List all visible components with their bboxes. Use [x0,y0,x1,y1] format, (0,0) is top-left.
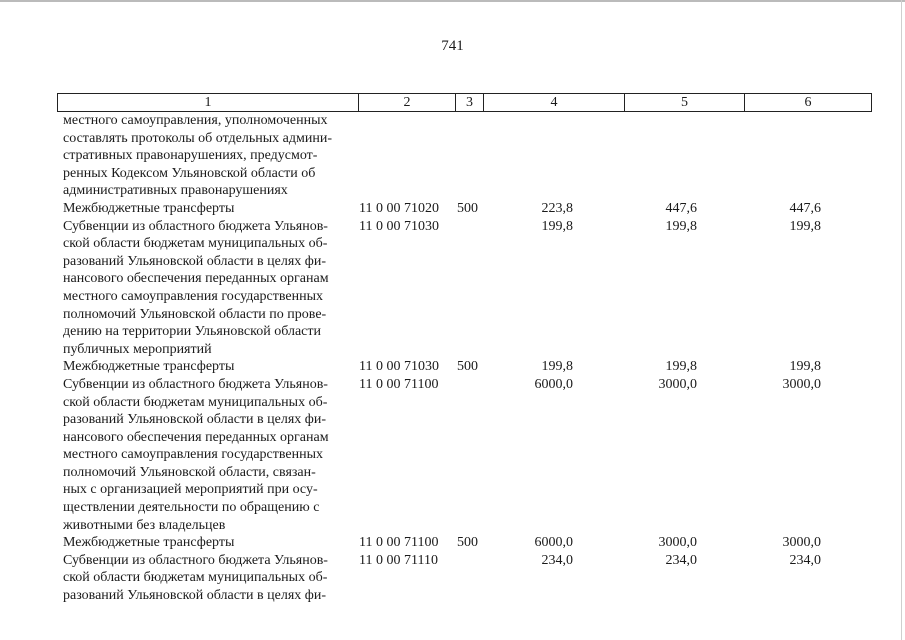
row-name-line: ренных Кодексом Ульяновской области об [63,165,316,181]
row-name-line: нансового обеспечения переданных органам [63,271,329,287]
row-value-col5: 3000,0 [658,376,697,392]
row-name-line: Субвенции из областного бюджета Ульянов- [63,552,328,568]
header-col-2: 2 [359,94,456,111]
row-name-line: Субвенции из областного бюджета Ульянов- [63,218,328,234]
row-value-col5: 234,0 [665,552,697,568]
table-row [63,112,883,200]
row-name-line: Межбюджетные трансферты [63,200,235,216]
row-value-col6: 447,6 [789,200,821,216]
row-value-col4: 223,8 [541,200,573,216]
header-col-4: 4 [484,94,625,111]
row-name [63,552,355,605]
row-value-col6: 234,0 [789,552,821,568]
table-row [63,218,883,359]
page-number: 741 [441,38,464,54]
row-name-line: ской области бюджетам муниципальных об- [63,236,328,252]
row-name-line: животными без владельцев [63,517,226,533]
row-name [63,218,355,359]
row-code: 11 0 00 71110 [359,552,438,568]
row-name-line: местного самоуправления государственных [63,447,324,463]
row-name-line: Субвенции из областного бюджета Ульянов- [63,376,328,392]
row-code: 11 0 00 71030 [359,218,439,234]
scan-edge-top [0,0,905,2]
row-name-line: местного самоуправления государственных [63,288,324,304]
row-code [355,112,457,200]
row-name-line: административных правонарушениях [63,183,288,199]
row-name-line: Межбюджетные трансферты [63,359,235,375]
row-name [63,112,355,200]
row-name-line: разований Ульяновской области в целях фи- [63,588,327,604]
row-value-col6: 199,8 [789,359,821,375]
row-name-line: ской области бюджетам муниципальных об- [63,394,328,410]
row-value-col5: 199,8 [665,359,697,375]
row-expense-type: 500 [457,200,478,216]
header-col-6: 6 [804,95,812,110]
row-value-col4: 234,0 [541,552,573,568]
table-body [63,112,883,605]
row-code: 11 0 00 71020 [359,200,439,216]
row-name-line: ществлении деятельности по обращению с [63,500,320,516]
row-name [63,534,355,552]
row-name-line: местного самоуправления, уполномоченных [63,113,328,128]
row-expense-type: 500 [457,359,478,375]
row-value-col5 [573,112,697,200]
table-row [63,534,883,552]
row-name-line: Межбюджетные трансферты [63,535,235,551]
row-value-col6: 3000,0 [782,535,821,551]
row-name-line: нансового обеспечения переданных органам [63,429,329,445]
header-col-3: 3 [456,94,484,111]
row-expense-type: 500 [457,535,478,551]
table-row [63,200,883,218]
row-name-line: дению на территории Ульяновской области [63,324,321,340]
row-value-col5: 199,8 [665,218,697,234]
row-expense-type [457,112,487,200]
table-row [63,358,883,376]
row-name-line: публичных мероприятий [63,341,212,357]
row-code: 11 0 00 71030 [359,359,439,375]
row-name [63,376,355,534]
header-col-5: 5 [625,94,745,111]
table-row [63,552,883,605]
row-value-col5: 447,6 [665,200,697,216]
row-value-col6: 199,8 [789,218,821,234]
row-value-col5: 3000,0 [658,535,697,551]
row-expense-type [457,552,487,605]
row-name-line: стративных правонарушениях, предусмот- [63,148,318,164]
row-value-col6: 3000,0 [782,376,821,392]
row-value-col4: 6000,0 [534,376,573,392]
row-name [63,358,355,376]
row-name-line: составлять протоколы об отдельных админи- [63,130,332,146]
row-value-col4: 199,8 [541,218,573,234]
header-col-1: 1 [58,94,359,111]
row-name-line: разований Ульяновской области в целях фи- [63,253,327,269]
row-name-line: ных с организацией мероприятий при осу- [63,482,318,498]
row-name-line: ской области бюджетам муниципальных об- [63,570,328,586]
row-expense-type [457,376,487,534]
table-header [57,93,872,112]
row-value-col4: 199,8 [541,359,573,375]
row-value-col4: 6000,0 [534,535,573,551]
row-name-line: разований Ульяновской области в целях фи- [63,412,327,428]
row-code: 11 0 00 71100 [359,376,439,392]
row-code: 11 0 00 71100 [359,535,439,551]
row-value-col4 [487,112,573,200]
row-value-col6 [697,112,821,200]
row-expense-type [457,218,487,359]
row-name-line: полномочий Ульяновской области, связан- [63,464,316,480]
scan-edge-right [901,0,902,640]
row-name [63,200,355,218]
row-name-line: полномочий Ульяновской области по прове- [63,306,327,322]
table-row [63,376,883,534]
